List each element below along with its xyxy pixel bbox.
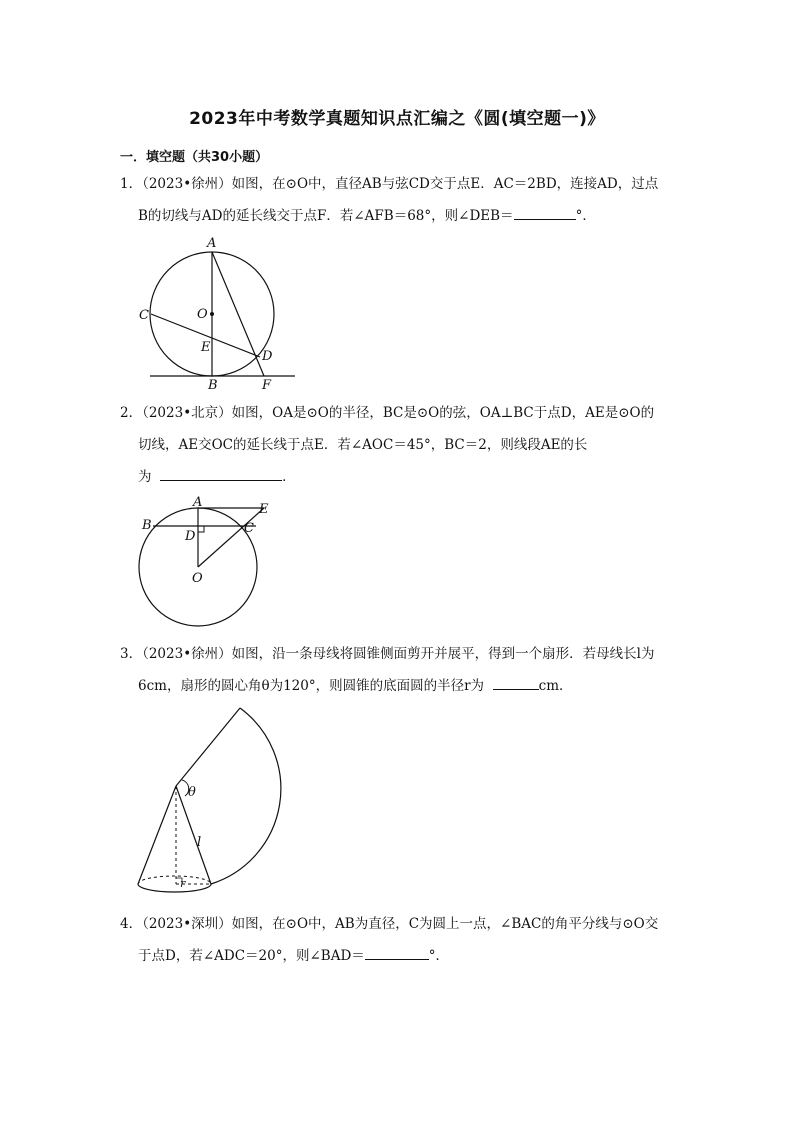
point-label-C: C — [139, 308, 149, 323]
question-text: 切线，AE交OC的延长线于点E．若∠AOC＝45°，BC＝2，则线段AE的长 — [138, 437, 588, 453]
question-2 — [120, 397, 676, 493]
question-number: 2． — [120, 405, 143, 421]
question-source: （2023•深圳） — [142, 916, 232, 932]
question-source: （2023•徐州） — [142, 176, 232, 192]
figure-3-cone-sector — [134, 704, 284, 900]
question-text: 如图，在⊙O中，直径AB与弦CD交于点E．AC＝2BD，连接AD，过点 — [231, 176, 659, 192]
radius-label-r: r — [180, 877, 186, 890]
figure-2-circle — [136, 494, 286, 632]
question-3-line-2 — [120, 670, 676, 702]
section-heading: 一．填空题（共30小题） — [120, 150, 269, 165]
question-1 — [120, 168, 676, 232]
question-text: 于点D，若∠ADC＝20°，则∠BAD＝ — [138, 948, 365, 964]
point-label-B: B — [208, 378, 218, 393]
page-title: 2023年中考数学真题知识点汇编之《圆(填空题一)》 — [189, 109, 605, 129]
point-label-D: D — [185, 529, 196, 544]
question-text: 如图，在⊙O中，AB为直径，C为圆上一点，∠BAC的角平分线与⊙O交 — [231, 916, 659, 932]
question-number: 3． — [120, 646, 143, 662]
question-text: 为 — [138, 469, 152, 485]
question-1-line-2 — [120, 200, 676, 232]
point-label-E: E — [201, 340, 211, 355]
question-4 — [120, 908, 676, 972]
point-label-F: F — [262, 378, 272, 393]
question-2-line-2 — [120, 429, 676, 461]
point-label-C: C — [244, 521, 254, 536]
question-text: 如图，沿一条母线将圆锥侧面剪开并展平，得到一个扇形．若母线长l为 — [231, 646, 655, 662]
question-text: B的切线与AD的延长线交于点F．若∠AFB＝68°，则∠DEB＝ — [138, 208, 514, 224]
question-number: 4． — [120, 916, 143, 932]
point-label-A: A — [193, 495, 203, 510]
question-text: 6cm，扇形的圆心角θ为120°，则圆锥的底面圆的半径r为 — [138, 678, 485, 694]
answer-blank[interactable] — [160, 466, 282, 481]
question-3-line-1 — [120, 638, 676, 670]
figure-1-circle — [140, 232, 300, 392]
answer-blank[interactable] — [493, 675, 539, 690]
point-label-O: O — [192, 571, 203, 586]
question-2-line-1 — [120, 397, 676, 429]
point-label-B: B — [142, 518, 152, 533]
answer-blank[interactable] — [514, 205, 576, 220]
slant-label-l: l — [197, 835, 202, 850]
point-label-O: O — [197, 307, 208, 322]
question-source: （2023•徐州） — [142, 646, 232, 662]
question-2-line-3 — [120, 461, 676, 493]
question-4-line-1 — [120, 908, 676, 940]
angle-label-theta: θ — [188, 785, 196, 800]
question-source: （2023•北京） — [142, 405, 232, 421]
question-text: 如图，OA是⊙O的半径，BC是⊙O的弦，OA⊥BC于点D，AE是⊙O的 — [231, 405, 655, 421]
point-label-A: A — [207, 236, 217, 251]
question-text: °． — [428, 948, 450, 964]
point-label-D: D — [262, 349, 273, 364]
answer-blank[interactable] — [365, 945, 429, 960]
point-label-E: E — [259, 502, 269, 517]
question-text: cm． — [538, 678, 573, 694]
question-4-line-2 — [120, 940, 676, 972]
question-text: ． — [282, 469, 296, 485]
question-text: °． — [575, 208, 596, 224]
question-3 — [120, 638, 676, 702]
question-number: 1． — [120, 176, 143, 192]
question-1-line-1 — [120, 168, 676, 200]
